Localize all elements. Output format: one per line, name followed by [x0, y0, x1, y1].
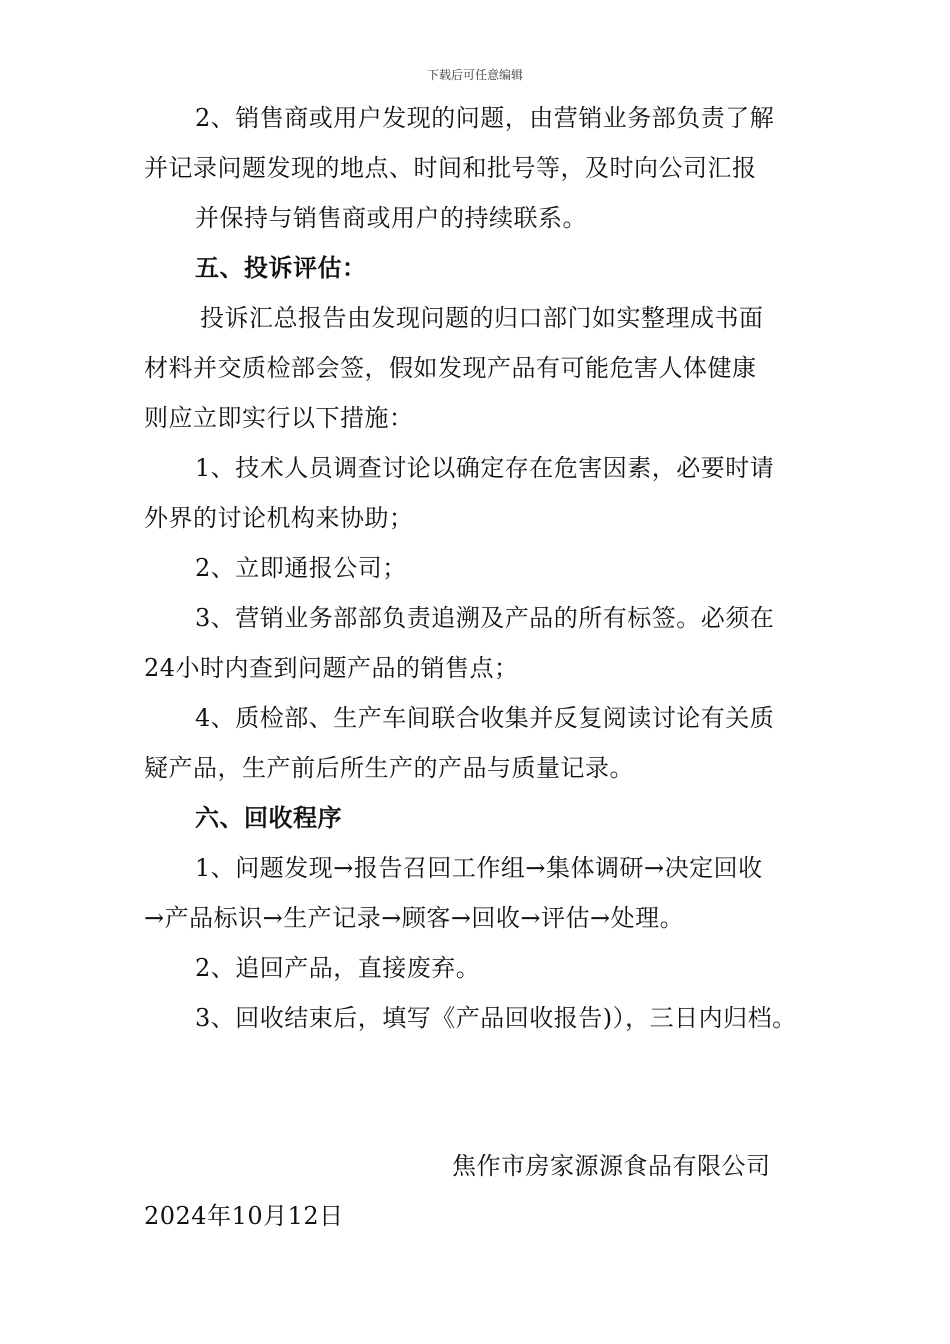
paragraph-line: 3、回收结束后，填写《产品回收报告)），三日内归档。	[195, 1004, 797, 1032]
paragraph-line: 外界的讨论机构来协助；	[144, 504, 414, 532]
paragraph-line: 2、立即通报公司；	[195, 554, 407, 582]
paragraph-line: 2、追回产品，直接废弃。	[195, 954, 481, 982]
paragraph-line: 24小时内查到问题产品的销售点；	[144, 654, 519, 682]
paragraph-line: 并记录问题发现的地点、时间和批号等，及时向公司汇报	[144, 154, 757, 182]
paragraph-line: 则应立即实行以下措施：	[144, 404, 414, 432]
paragraph-line: 2、销售商或用户发现的问题，由营销业务部负责了解	[195, 104, 775, 132]
paragraph-line: 并保持与销售商或用户的持续联系。	[195, 204, 587, 232]
section-heading-complaint-evaluation: 五、投诉评估：	[195, 253, 367, 282]
paragraph-line: 4、质检部、生产车间联合收集并反复阅读讨论有关质	[195, 704, 775, 732]
paragraph-line: 1、技术人员调查讨论以确定存在危害因素，必要时请	[195, 454, 775, 482]
paragraph-line: 材料并交质检部会签，假如发现产品有可能危害人体健康	[144, 354, 757, 382]
paragraph-line: 3、营销业务部部负责追溯及产品的所有标签。必须在	[195, 604, 775, 632]
paragraph-line: →产品标识→生产记录→顾客→回收→评估→处理。	[144, 904, 685, 932]
section-heading-recall-procedure: 六、回收程序	[195, 803, 342, 832]
paragraph-line: 疑产品，生产前后所生产的产品与质量记录。	[144, 754, 634, 782]
page-header-note: 下载后可任意编辑	[426, 68, 523, 82]
company-signature: 焦作市房家源源食品有限公司	[452, 1152, 771, 1180]
paragraph-line: 投诉汇总报告由发现问题的归口部门如实整理成书面	[200, 304, 764, 332]
document-date: 2024年10月12日	[144, 1202, 344, 1230]
paragraph-line: 1、问题发现→报告召回工作组→集体调研→决定回收	[195, 854, 763, 882]
